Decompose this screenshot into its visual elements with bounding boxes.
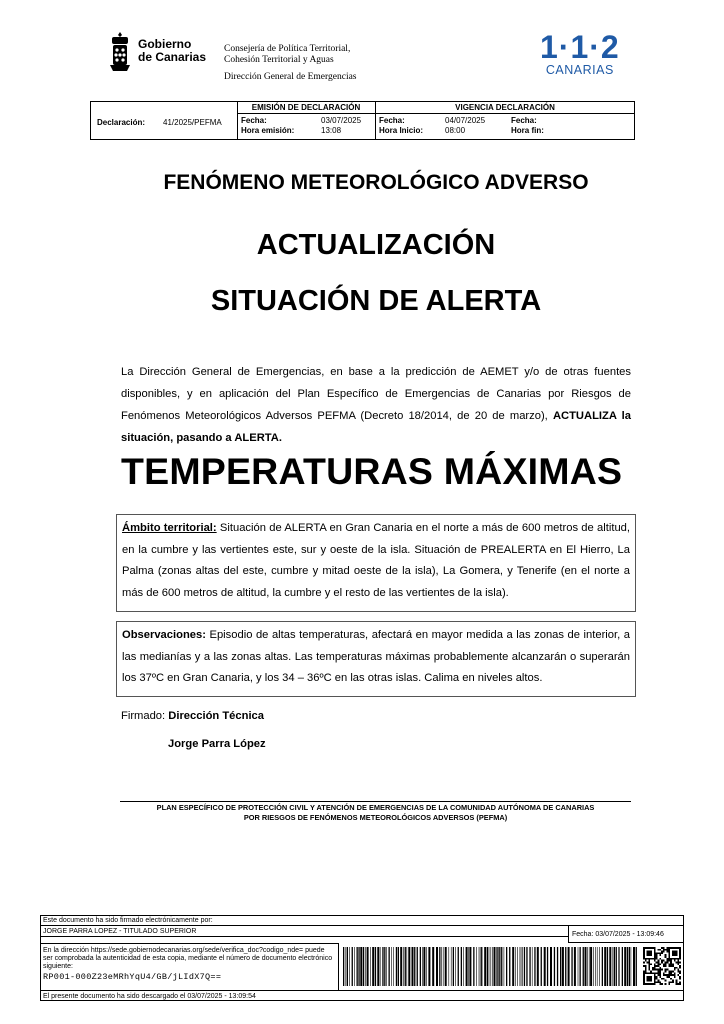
observaciones-text: Episodio de altas temperaturas, afectará en mayor medida a las zonas de interior, a las medianías y a las zonas altas. Las temperaturas máximas probablemente alcanzarán o superarán los 37ºC en Gran Canaria, y los 34 – 36ºC en las otras islas. Calima en niveles altos. <box>122 629 630 684</box>
plan-line2: POR RIESGOS DE FENÓMENOS METEOROLÓGICOS ADVERSOS (PEFMA) <box>243 813 508 822</box>
consejeria <box>224 44 350 66</box>
logo-112-region: CANARIAS <box>545 63 614 77</box>
title-situacion: SITUACIÓN DE ALERTA <box>210 285 542 317</box>
consejeria-line1: Consejería de Política Territorial, <box>224 44 351 54</box>
gob-line2: de Canarias <box>138 50 207 64</box>
logo-112 <box>540 30 620 76</box>
firmante-nombre: Jorge Parra López <box>168 738 266 750</box>
direccion-general: Dirección General de Emergencias <box>224 72 357 82</box>
crest-icon <box>108 30 132 72</box>
emision-header: EMISIÓN DE DECLARACIÓN <box>251 103 361 112</box>
firmado-line <box>121 710 264 722</box>
gobierno-name <box>138 38 206 64</box>
observaciones-label: Observaciones: <box>122 629 206 641</box>
verify-text[interactable]: En la dirección https://sede.gobiernodecanarias.org/sede/verifica_doc?codigo_nde= puede ser comprobada la autenticidad de esta copia, mediante el número de documento electrónico siguiente: <box>43 947 333 970</box>
plan-line1: PLAN ESPECÍFICO DE PROTECCIÓN CIVIL Y ATENCIÓN DE EMERGENCIAS DE LA COMUNIDAD AUTÓNOMA DE CANARIAS <box>156 803 595 812</box>
e-signature-notice: Este documento ha sido firmado electrónicamente por: <box>41 916 683 926</box>
intro-text: La Dirección General de Emergencias, en base a la predicción de AEMET y/o de otras fuentes disponibles, y en aplicación del Plan Específico de Emergencias de Canarias por Riesgos de Fenómenos Meteorológicos Adversos PEFMA (Decreto 18/2014, de 20 de marzo), <box>121 366 631 422</box>
intro-bold: ACTUALIZA la situación, pasando a ALERTA. <box>121 410 631 444</box>
firmado-cargo: Dirección Técnica <box>168 710 265 722</box>
declaration-number: 41/2025/PEFMA <box>163 118 222 127</box>
barcode-icon <box>343 947 639 986</box>
ambito-label: Ámbito territorial: <box>122 522 217 534</box>
hora-emision: 13:08 <box>321 126 342 135</box>
emision-fecha-label: Fecha: <box>241 116 267 125</box>
hora-inicio-label: Hora Inicio: <box>379 126 424 135</box>
ambito-box <box>116 514 636 612</box>
e-signature-block <box>40 915 684 1001</box>
declaration-table <box>90 101 635 140</box>
firmado-label: Firmado: <box>121 710 166 722</box>
inicio-fecha: 04/07/2025 <box>445 116 486 125</box>
intro-paragraph <box>121 361 631 449</box>
verify-block <box>41 943 339 990</box>
gobierno-canarias-logo <box>108 30 206 72</box>
e-signature-fecha: Fecha: 03/07/2025 - 13:09:46 <box>568 926 683 943</box>
phenomenon-title: TEMPERATURAS MÁXIMAS <box>121 450 623 492</box>
download-note: El presente documento ha sido descargado el 03/07/2025 - 13:09:54 <box>41 990 683 1001</box>
plan-footer <box>120 801 631 823</box>
qr-code-icon <box>643 946 681 986</box>
ambito-text: Situación de ALERTA en Gran Canaria en el norte a más de 600 metros de altitud, en la cumbre y las vertientes este, sur y oeste de la isla. Situación de PREALERTA en El Hierro, La Palma (zonas altas del este, cumbre y mitad oeste de la isla), La Gomera, y Tenerife (en el norte a más de 600 metros de altitud, la cumbre y el resto de las vertientes de la isla). <box>122 522 630 599</box>
e-signature-signer: JORGE PARRA LOPEZ - TITULADO SUPERIOR <box>41 926 568 937</box>
hora-inicio: 08:00 <box>445 126 466 135</box>
verify-code: RP001-000Z23eMRhYqU4/GB/jLIdX7Q== <box>43 972 222 982</box>
hora-emision-label: Hora emisión: <box>241 126 295 135</box>
observaciones-box <box>116 621 636 697</box>
consejeria-line2: Cohesión Territorial y Aguas <box>224 55 334 65</box>
vigencia-header: VIGENCIA DECLARACIÓN <box>455 103 555 112</box>
emision-fecha: 03/07/2025 <box>321 116 362 125</box>
fin-fecha-label: Fecha: <box>511 116 537 125</box>
gob-line1: Gobierno <box>138 37 192 51</box>
inicio-fecha-label: Fecha: <box>379 116 405 125</box>
hora-fin-label: Hora fin: <box>511 126 544 135</box>
declaration-label: Declaración: <box>97 118 146 127</box>
title-actualizacion: ACTUALIZACIÓN <box>256 229 496 261</box>
title-fenomeno: FENÓMENO METEOROLÓGICO ADVERSO <box>163 171 589 194</box>
logo-112-number: 1·1·2 <box>540 29 620 65</box>
